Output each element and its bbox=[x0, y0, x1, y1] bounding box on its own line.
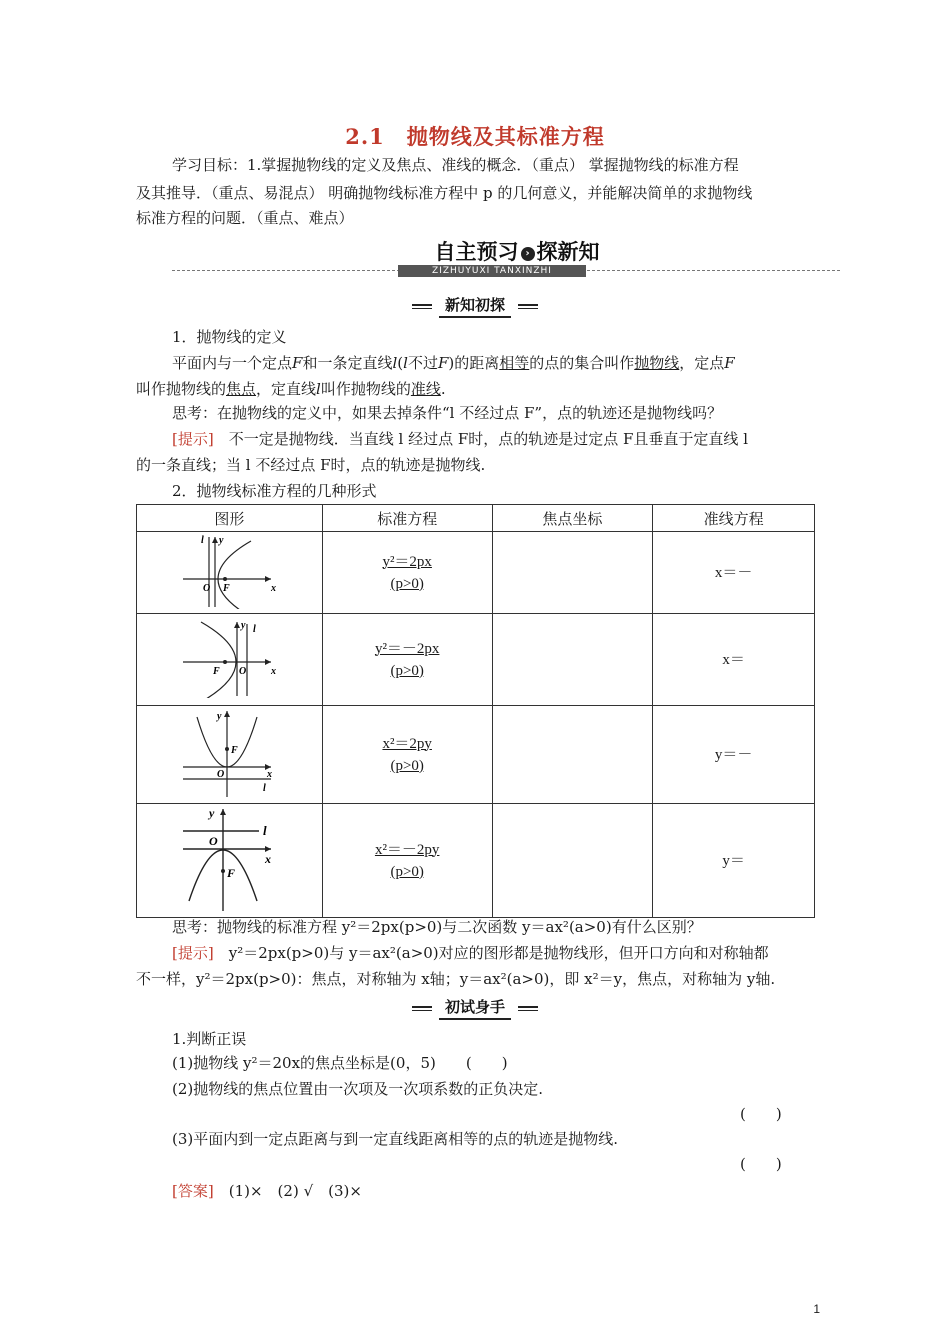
table-row bbox=[137, 804, 815, 918]
table-header: 焦点坐标 bbox=[492, 505, 653, 532]
question-3: (3)平面内到一定点距离与到一定直线距离相等的点的轨迹是抛物线. bbox=[172, 1130, 619, 1148]
banner-right: 探新知 bbox=[536, 240, 600, 264]
table-header: 准线方程 bbox=[653, 505, 815, 532]
directrix-cell: x＝ bbox=[653, 614, 815, 706]
think-question-2: 思考：抛物线的标准方程 y²＝2px(p>0)与二次函数 y＝ax²(a>0)有什么区别？ bbox=[172, 918, 702, 936]
parabola-left-figure bbox=[179, 618, 279, 698]
page-number: 1 bbox=[813, 1302, 820, 1316]
label-O: O bbox=[203, 582, 211, 594]
table-row bbox=[137, 706, 815, 804]
subsection-heading-2: 初试身手 bbox=[412, 996, 538, 1018]
standard-forms-table bbox=[136, 504, 815, 918]
definition-heading: 1．抛物线的定义 bbox=[172, 328, 287, 346]
table-header: 标准方程 bbox=[322, 505, 492, 532]
parabola-up-figure bbox=[179, 707, 279, 799]
label-l: l bbox=[253, 623, 257, 635]
banner-subtitle: ZIZHUYUXI TANXINZHI bbox=[398, 265, 586, 277]
label-O: O bbox=[217, 768, 225, 780]
question-heading: 1.判断正误 bbox=[172, 1030, 247, 1048]
label-x: x bbox=[271, 582, 277, 594]
banner-left: 自主预习 bbox=[434, 240, 519, 264]
objectives-line-1: 学习目标：1.掌握抛物线的定义及焦点、准线的概念．（重点） 掌握抛物线的标准方程 bbox=[172, 156, 739, 174]
chevron-right-icon: › bbox=[521, 247, 535, 261]
objectives-line-2: 及其推导．（重点、易混点） 明确抛物线标准方程中 p 的几何意义，并能解决简单的求抛物线 bbox=[136, 184, 753, 202]
figure-cell bbox=[137, 614, 323, 706]
table-row bbox=[137, 532, 815, 614]
question-1: (1)抛物线 y²＝20x的焦点坐标是(0，5) ( ) bbox=[172, 1054, 508, 1072]
directrix-cell: x＝－ bbox=[653, 532, 815, 614]
label-F: F bbox=[223, 582, 231, 594]
question-2: (2)抛物线的焦点位置由一次项及一次项系数的正负决定. bbox=[172, 1080, 544, 1098]
label-F: F bbox=[227, 865, 236, 880]
figure-cell bbox=[137, 804, 323, 918]
equation: y²＝－2px bbox=[374, 640, 440, 657]
label-l: l bbox=[201, 534, 205, 546]
label-y: y bbox=[241, 619, 246, 631]
equation-condition: (p>0) bbox=[390, 662, 424, 679]
label-x: x bbox=[271, 665, 277, 677]
label-F: F bbox=[231, 744, 239, 756]
answer-line: [答案] (1)× (2) √ (3)× bbox=[172, 1182, 362, 1200]
hint-1-line-1: [提示] 不一定是抛物线．当直线 l 经过点 F时，点的轨迹是过定点 F且垂直于定直线 l bbox=[172, 430, 748, 448]
equation: y²＝2px bbox=[382, 553, 432, 570]
answer-paren-3: ( ) bbox=[740, 1155, 782, 1173]
focus-cell bbox=[492, 614, 653, 706]
parabola-down-figure bbox=[179, 805, 279, 913]
hint-1-line-2: 的一条直线；当 l 不经过点 F时，点的轨迹是抛物线. bbox=[136, 456, 486, 474]
objectives-line-3: 标准方程的问题．（重点、难点） bbox=[136, 209, 354, 227]
label-y: y bbox=[219, 534, 224, 546]
directrix-cell: y＝ bbox=[653, 804, 815, 918]
equation-condition: (p>0) bbox=[390, 757, 424, 774]
table-header: 图形 bbox=[137, 505, 323, 532]
hint-2-line-1: [提示] y²＝2px(p>0)与 y＝ax²(a>0)对应的图形都是抛物线形，但开口方向和对称轴都 bbox=[172, 944, 769, 962]
equation-condition: (p>0) bbox=[390, 863, 424, 880]
section-banner bbox=[412, 236, 622, 266]
page-title: 2.1 抛物线及其标准方程 bbox=[345, 124, 605, 149]
label-x: x bbox=[267, 768, 273, 780]
hint-2-line-2: 不一样，y²＝2px(p>0)：焦点，对称轴为 x轴；y＝ax²(a>0)，即 x²＝y，焦点，对称轴为 y轴. bbox=[136, 970, 776, 988]
figure-cell bbox=[137, 706, 323, 804]
answer-paren-2: ( ) bbox=[740, 1105, 782, 1123]
equation-condition: (p>0) bbox=[390, 575, 424, 592]
figure-cell bbox=[137, 532, 323, 614]
label-l: l bbox=[263, 822, 268, 838]
equation: x²＝－2py bbox=[374, 841, 440, 858]
label-y: y bbox=[209, 805, 215, 820]
focus-cell bbox=[492, 532, 653, 614]
label-y: y bbox=[217, 710, 222, 722]
focus-cell bbox=[492, 706, 653, 804]
definition-line-2: 叫作抛物线的焦点，定直线l叫作抛物线的准线. bbox=[136, 380, 446, 398]
focus-cell bbox=[492, 804, 653, 918]
parabola-right-figure bbox=[179, 533, 279, 609]
label-x: x bbox=[265, 851, 272, 866]
label-O: O bbox=[239, 665, 247, 677]
table-row bbox=[137, 614, 815, 706]
label-O: O bbox=[209, 833, 219, 848]
directrix-cell: y＝－ bbox=[653, 706, 815, 804]
subsection-heading-1: 新知初探 bbox=[412, 294, 538, 316]
definition-line-1: 平面内与一个定点F和一条定直线l(l不过F)的距离相等的点的集合叫作抛物线，定点F bbox=[172, 354, 735, 372]
forms-heading: 2．抛物线标准方程的几种形式 bbox=[172, 482, 377, 500]
label-F: F bbox=[213, 665, 221, 677]
think-question-1: 思考：在抛物线的定义中，如果去掉条件“l 不经过点 F”，点的轨迹还是抛物线吗？ bbox=[172, 404, 723, 422]
label-l: l bbox=[263, 782, 267, 794]
equation: x²＝2py bbox=[382, 735, 432, 752]
